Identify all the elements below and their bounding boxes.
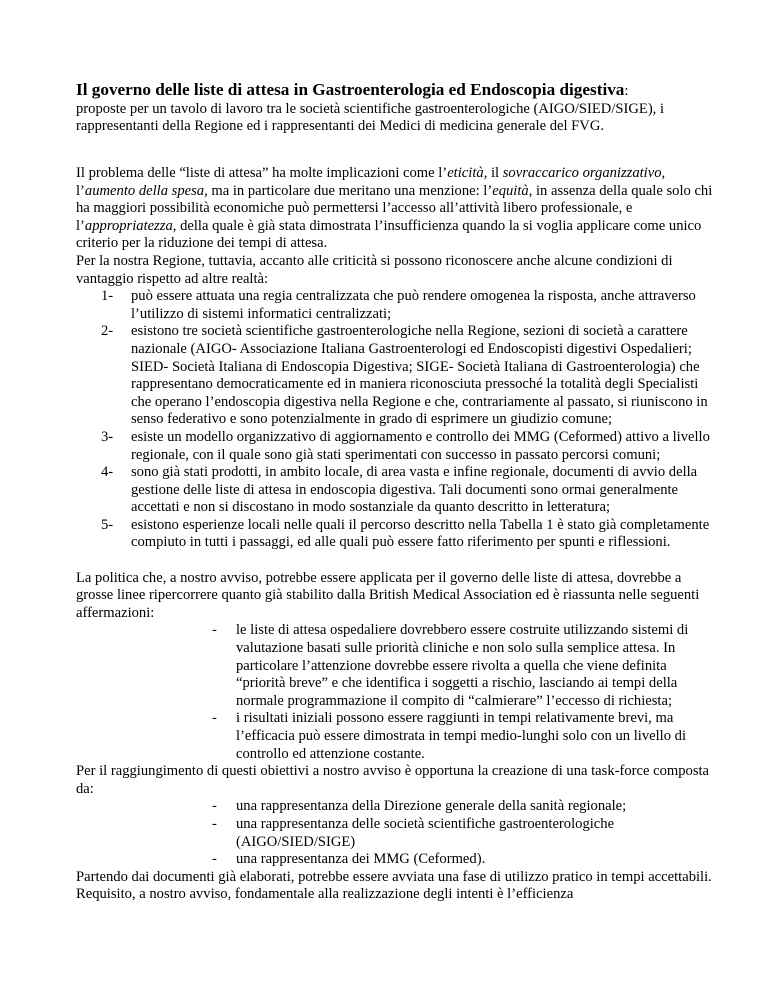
title-block — [76, 81, 716, 136]
list-item-text: esiste un modello organizzativo di aggiornamento e controllo dei MMG (Ceformed) attivo a livello regionale, con il quale sono già stati sperimentati con successo in passato percorsi comuni; — [131, 428, 710, 463]
dash-marker: - — [212, 815, 217, 832]
document-title — [76, 81, 716, 101]
taskforce-paragraph: Per il raggiungimento di questi obiettivi a nostro avviso è opportuna la creazione di una task-force composta da: — [76, 763, 710, 797]
list-item — [76, 464, 716, 517]
list-item — [76, 288, 716, 323]
list-item — [76, 517, 716, 552]
composizione-item — [76, 851, 716, 869]
list-number: 2- — [101, 323, 114, 340]
intro-italic-eticita: eticità — [447, 165, 484, 181]
composizione-item — [76, 798, 716, 816]
intro-italic-sovraccarico: sovraccarico organizzativo — [502, 165, 662, 181]
composizione-item — [76, 816, 716, 851]
list-number: 1- — [101, 288, 114, 305]
composizione-text: una rappresentanza delle società scientifiche gastroenterologiche (AIGO/SIED/SIGE) — [236, 815, 615, 850]
intro-italic-aumento: aumento della spesa — [84, 182, 205, 199]
list-item — [76, 323, 716, 429]
list-item-text: esistono tre società scientifiche gastroenterologiche nella Regione, sezioni di società a carattere nazionale (AIGO- Associazione Italiana Gastroenterologi ed Endoscopisti digestivi Ospedalieri; SIED- Società Italiana di Endoscopia Digestiva; SIGE- Società Italiana di Gastroenterologia) che rappresentano democraticamente ed in maniera riconosciuta pressoché la totalità degli Specialisti che operano l’endoscopia digestiva nella Regione e che, contrariamente al passato, si riuniscono in senso federativo e sono potenzialmente in grado di esprimere un giudizio comune; — [131, 323, 708, 428]
intro-text-2: , il — [483, 165, 503, 181]
list-number: 5- — [101, 516, 114, 533]
intro-text-6: , della quale è già stata dimostrata l’insufficienza quando la si voglia applicare come unico criterio per la riduzione dei tempi di attesa. — [76, 217, 702, 252]
politica-paragraph: La politica che, a nostro avviso, potrebbe essere applicata per il governo delle liste di attesa, dovrebbe a grosse linee ripercorrere quanto già stabilito dalla British Medical Association ed è riassunta nelle seguenti affermazioni: — [76, 569, 700, 621]
composizione-text: una rappresentanza della Direzione generale della sanità regionale; — [236, 798, 627, 815]
composizione-text: una rappresentanza dei MMG (Ceformed). — [236, 851, 486, 868]
title-main: Il governo delle liste di attesa in Gastroenterologia ed Endoscopia digestiva — [76, 80, 625, 99]
paragraph-spacer — [76, 552, 716, 570]
list-number: 3- — [101, 428, 114, 445]
intro-italic-appropriatezza: appropriatezza — [84, 217, 173, 234]
intro-text-5: , in assenza della quale solo chi ha maggiori possibilità economiche può permettersi l’accesso all’attività libero professionale, e l’ — [76, 182, 713, 234]
partendo-paragraph: Partendo dai documenti già elaborati, potrebbe essere avviata una fase di utilizzo pratico in tempi accettabili. Requisito, a nostro avviso, fondamentale alla realizzazione degli intenti è l’efficienza — [76, 868, 712, 903]
affermazione-text: le liste di attesa ospedaliere dovrebbero essere costruite utilizzando sistemi di valutazione basati sulle priorità cliniche e non solo sulla semplice attesa. In particolare l’attenzione dovrebbe essere rivolta a quella che viene definita “priorità breve” e che identifica i soggetti a rischio, lasciando ai tempi della normale programmazione il compito di “calmierare” l’eccesso di richiesta; — [236, 622, 689, 709]
intro-text-4: , ma in particolare due meritano una menzione: l’ — [204, 182, 493, 199]
document-body — [76, 165, 716, 904]
document-subtitle: proposte per un tavolo di lavoro tra le società scientifiche gastroenterologiche (AIGO/SIED/SIGE), i rappresentanti della Regione ed i rappresentanti dei Medici di medicina generale del FVG. — [76, 100, 665, 135]
affermazione-text: i risultati iniziali possono essere raggiunti in tempi relativamente brevi, ma l’efficacia può essere dimostrata in tempi medio-lunghi solo con un livello di controllo ed attenzione costante. — [236, 710, 686, 762]
dash-marker: - — [212, 710, 217, 727]
affermazione-item — [76, 622, 716, 710]
intro-italic-equita: equità — [492, 182, 529, 199]
regione-paragraph: Per la nostra Regione, tuttavia, accanto alle criticità si possono riconoscere anche alcune condizioni di vantaggio rispetto ad altre realtà: — [76, 252, 673, 287]
intro-paragraph — [76, 165, 716, 253]
list-item-text: sono già stati prodotti, in ambito locale, di area vasta e infine regionale, documenti di avvio della gestione delle liste di attesa in endoscopia digestiva. Tali documenti sono ormai generalmente accettati e non si discostano in modo sostanziale da quanto descritto in letteratura; — [131, 464, 698, 516]
numbered-list — [76, 288, 716, 552]
dash-marker: - — [212, 798, 217, 815]
dash-marker: - — [212, 622, 217, 639]
list-item-text: esistono esperienze locali nelle quali il percorso descritto nella Tabella 1 è stato già completamente compiuto in tutti i passaggi, ed alle quali può essere fatto riferimento per spunti e riflessioni. — [131, 516, 710, 551]
title-colon: : — [624, 83, 629, 99]
intro-text-1: Il problema delle “liste di attesa” ha molte implicazioni come l’ — [76, 165, 448, 181]
intro-text-3: , l’ — [76, 165, 666, 199]
list-number: 4- — [101, 464, 114, 481]
dash-marker: - — [212, 851, 217, 868]
list-item-text: può essere attuata una regia centralizzata che può rendere omogenea la risposta, anche attraverso l’utilizzo di sistemi informatici centralizzati; — [131, 288, 696, 322]
list-item — [76, 429, 716, 464]
affermazione-item — [76, 710, 716, 763]
